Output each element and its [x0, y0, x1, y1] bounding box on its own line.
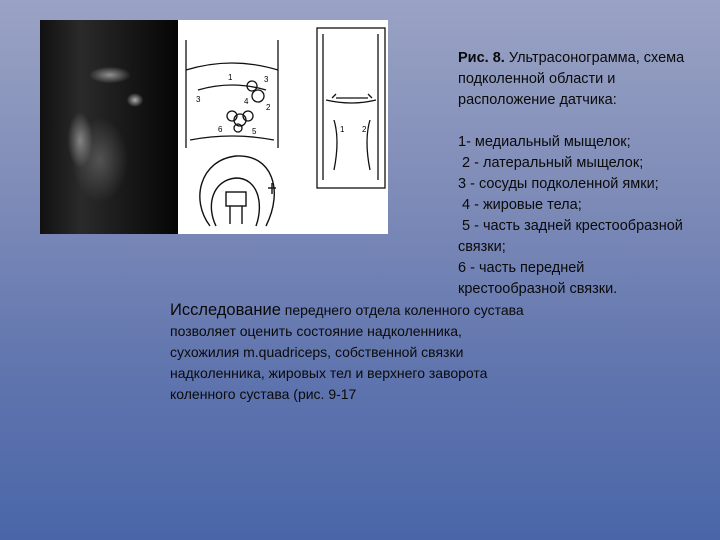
legend-item-4: 4 - жировые тела; — [458, 197, 582, 213]
label-2: 2 — [266, 103, 271, 112]
label-3b: 3 — [196, 95, 201, 104]
knee-schematic — [40, 20, 388, 234]
legend-item-1: 1- медиальный мыщелок; — [458, 134, 631, 150]
legend-item-6: 6 - часть передней — [458, 260, 585, 276]
legend-item-6-cont: крестообразной связки. — [458, 281, 618, 297]
popliteal-section-drawing — [186, 40, 278, 148]
legend-item-5: 5 - часть задней крестообразной — [458, 218, 683, 234]
figure-number: Рис. 8. — [458, 50, 505, 66]
lateral-view-drawing — [317, 28, 385, 188]
label-6: 6 — [218, 125, 223, 134]
caption-title-line-2: подколенной области и — [458, 71, 616, 87]
figure-caption — [458, 48, 718, 300]
legend-item-2: 2 - латеральный мыщелок; — [458, 155, 644, 171]
lateral-label-2: 2 — [362, 125, 367, 134]
label-5: 5 — [252, 127, 257, 136]
caption-title-line-3: расположение датчика: — [458, 92, 617, 108]
body-paragraph — [170, 300, 530, 405]
paragraph-rest: переднего отдела коленного сустава позволяет оценить состояние надколенника, сухожилия m.quadriceps, собственной связки надколенника, жировых тел и верхнего заворота коленного сустава (рис. 9-17 — [170, 302, 524, 402]
probe-position-drawing — [200, 156, 276, 226]
legend-item-3: 3 - сосуды подколенной ямки; — [458, 176, 659, 192]
lateral-label-1: 1 — [340, 125, 345, 134]
label-1: 1 — [228, 73, 233, 82]
label-4: 4 — [244, 97, 249, 106]
figure-panel — [40, 20, 388, 234]
caption-title-line-1: Ультрасонограмма, схема — [504, 50, 685, 66]
label-3: 3 — [264, 75, 269, 84]
legend-item-5-cont: связки; — [458, 239, 506, 255]
paragraph-lead-word: Исследование — [170, 301, 281, 319]
